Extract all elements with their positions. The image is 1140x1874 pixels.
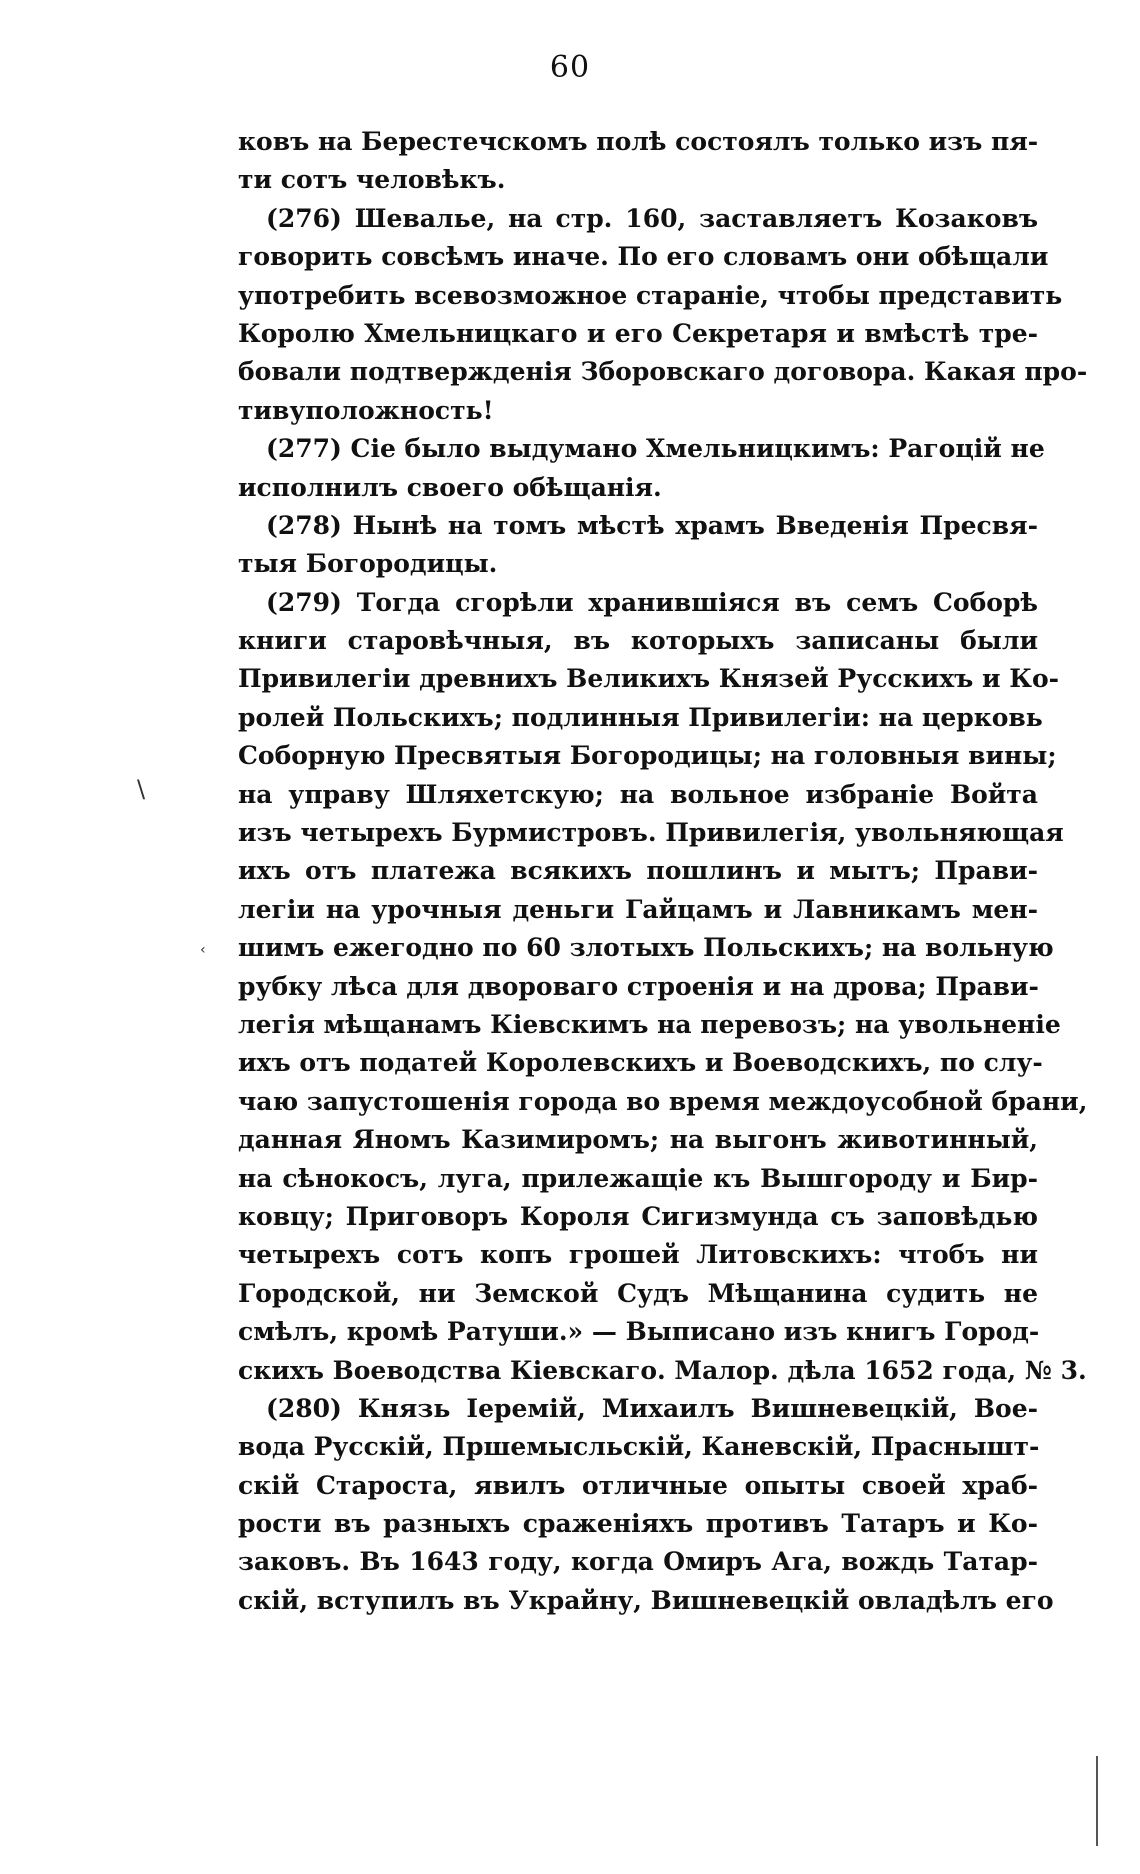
footnote-279 <box>238 584 1088 1390</box>
text-line: (278) Нынѣ на томъ мѣстѣ храмъ Введенiя Пресвя- <box>266 510 1038 540</box>
footnote-280 <box>238 1390 1054 1620</box>
text-line: ковъ на Берестечскомъ полѣ состоялъ только изъ пя- <box>238 127 1039 156</box>
text-line: чаю запустошенiя города во время междоусобной брани, <box>238 1086 1088 1116</box>
text-line: бовали подтвержденiя Зборовскаго договора. Какая про- <box>238 357 1088 387</box>
text-line: ихъ отъ податей Королевскихъ и Воеводскихъ, по слу- <box>238 1048 1043 1078</box>
text-line: (276) Шевалье, на стр. 160, заставляетъ Козаковъ <box>266 203 1038 233</box>
text-line: легiи на урочныя деньги Гайцамъ и Лавникамъ мен- <box>238 894 1038 924</box>
text-line: тивуположность! <box>238 395 494 425</box>
footnotes-text <box>238 123 1088 1620</box>
text-line: изъ четырехъ Бурмистровъ. Привилегiя, увольняющая <box>238 818 1064 848</box>
scan-edge-line <box>1096 1756 1098 1846</box>
text-line: скихъ Воеводства Кiевскаго. Малор. дѣла 1652 года, № 3. <box>238 1355 1087 1385</box>
paragraph-continuation <box>238 123 1038 200</box>
text-line: Королю Хмельницкаго и его Секретаря и вмѣстѣ тре- <box>238 318 1038 348</box>
text-line: скiй Староста, явилъ отличные опыты своей храб- <box>238 1470 1038 1500</box>
page-number: 60 <box>549 50 591 85</box>
text-line: исполнилъ своего обѣщанiя. <box>238 472 662 502</box>
text-line: вода Русскiй, Пршемысльскiй, Каневскiй, Праснышт- <box>238 1432 1040 1462</box>
text-line: (280) Князь Iеремiй, Михаилъ Вишневецкiй, Вое- <box>266 1393 1038 1423</box>
text-line: рости въ разныхъ сраженiяхъ противъ Татаръ и Ко- <box>238 1509 1038 1539</box>
text-line: скiй, вступилъ въ Украйну, Вишневецкiй овладѣлъ его <box>238 1585 1054 1615</box>
text-line: четырехъ сотъ копъ грошей Литовскихъ: чтобъ ни <box>238 1240 1038 1270</box>
text-line: (279) Тогда сгорѣли хранившiяся въ семъ Соборѣ <box>266 587 1038 617</box>
text-line: шимъ ежегодно по 60 злотыхъ Польскихъ; на вольную <box>238 933 1054 963</box>
text-line: данная Яномъ Казимиромъ; на выгонъ животинный, <box>238 1125 1038 1155</box>
footnote-278 <box>238 507 1038 584</box>
text-line: Городской, ни Земской Судъ Мѣщанина судить не <box>238 1278 1038 1308</box>
text-line: ролей Польскихъ; подлинныя Привилегiи: на церковь <box>238 702 1043 732</box>
text-line: ковцу; Приговоръ Короля Сигизмунда съ заповѣдью <box>238 1201 1038 1231</box>
text-line: легiя мѣщанамъ Кiевскимъ на перевозъ; на увольненiе <box>238 1009 1061 1039</box>
text-line: (277) Сiе было выдумано Хмельницкимъ: Рагоцiй не <box>266 434 1045 464</box>
text-line: употребить всевозможное старанiе, чтобы представить <box>238 280 1063 310</box>
text-line: ти сотъ человѣкъ. <box>238 165 506 195</box>
text-line: смѣлъ, кромѣ Ратуши.» — Выписано изъ книгъ Город- <box>238 1317 1040 1347</box>
text-line: тыя Богородицы. <box>238 549 498 579</box>
text-line: Соборную Пресвятыя Богородицы; на головныя вины; <box>238 741 1057 771</box>
text-line: книги старовѣчныя, въ которыхъ записаны были <box>238 626 1038 656</box>
text-line: Привилегiи древнихъ Великихъ Князей Русскихъ и Ко- <box>238 664 1060 694</box>
text-line: на управу Шляхетскую; на вольное избранiе Войта <box>238 779 1038 809</box>
margin-mark: \ <box>137 775 146 803</box>
text-line: заковъ. Въ 1643 году, когда Омиръ Ага, вождь Татар- <box>238 1547 1038 1577</box>
footnote-276 <box>238 200 1088 430</box>
text-line: говорить совсѣмъ иначе. По его словамъ они обѣщали <box>238 242 1049 272</box>
text-line: ихъ отъ платежа всякихъ пошлинъ и мытъ; Прави- <box>238 856 1038 886</box>
footnote-277 <box>238 430 1045 507</box>
text-line: рубку лѣса для двороваго строенiя и на дрова; Прави- <box>238 971 1039 1001</box>
text-line: на сѣнокосъ, луга, прилежащiе къ Вышгороду и Бир- <box>238 1163 1038 1193</box>
margin-mark: ‹ <box>200 942 206 958</box>
